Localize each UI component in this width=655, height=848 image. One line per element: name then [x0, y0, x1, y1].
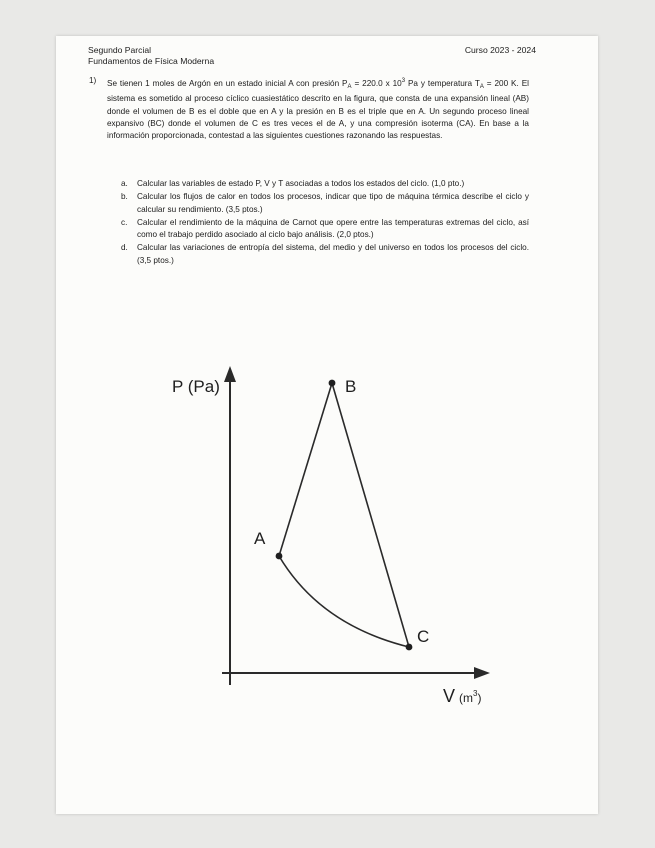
- y-axis-label: P (Pa): [172, 377, 220, 396]
- process-CA-isotherm: [279, 556, 409, 647]
- process-AB: [279, 383, 332, 556]
- course-name: Fundamentos de Física Moderna: [88, 56, 215, 66]
- question-item-c: c. Calcular el rendimiento de la máquina de Carnot que opere entre las temperaturas extremas del ciclo, así como el trabajo perdido asociado al ciclo bajo análisis. (2,0 ptos.): [121, 217, 529, 240]
- cycle-path: [279, 383, 409, 647]
- state-point-C: [406, 644, 413, 651]
- state-point-A: [276, 553, 283, 560]
- state-point-B: [329, 380, 336, 387]
- x-axis-arrow-icon: [474, 667, 490, 679]
- problem-text: Se tienen 1 moles de Argón en un estado inicial A con presión $P_A = 220.0$ x $10^3$ Pa y temperatura $T_A = 200$ K. El sistema es sometido al proceso cíclico cuasiestático descrito en la figura, que consta de una expansión lineal (AB) donde el volumen de B es el doble que en A y la presión en B es el triple que en A. Un segundo proceso lineal expansivo (BC) donde el volumen de C es tres veces el de A, y una compresión isoterma (CA). En base a la información proporcionada, contestad a las siguientes cuestiones razonando las respuestas.: [107, 78, 529, 141]
- label-A: A: [254, 529, 266, 548]
- y-axis-arrow-icon: [224, 366, 236, 382]
- question-item-a: a. Calcular las variables de estado P, V y T asociadas a todos los estados del ciclo. (1,0 pto.): [121, 179, 465, 188]
- process-BC: [332, 383, 409, 647]
- course-year: Curso 2023 - 2024: [464, 45, 536, 55]
- label-B: B: [345, 377, 357, 396]
- problem-number: 1): [89, 76, 97, 85]
- exam-title: Segundo Parcial: [88, 45, 152, 55]
- label-C: C: [417, 627, 430, 646]
- question-item-b: b. Calcular los flujos de calor en todos los procesos, indicar que tipo de máquina térmica describe el ciclo y calcular su rendimiento. (3,5 ptos.): [121, 192, 529, 214]
- question-item-d: d. Calcular las variaciones de entropía del sistema, del medio y del universo en todos los procesos del ciclo. (3,5 ptos.): [121, 243, 529, 265]
- x-axis-label: V ($m^3_)$: [443, 686, 482, 706]
